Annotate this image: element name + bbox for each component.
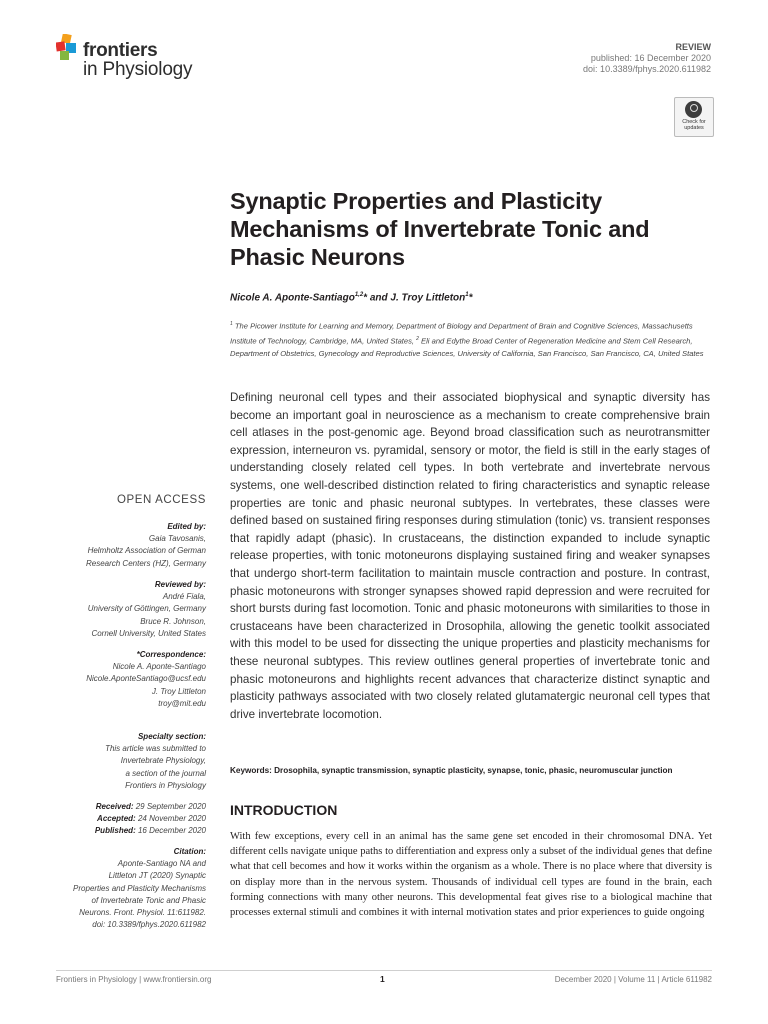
doi-link[interactable]: doi: 10.3389/fphys.2020.611982: [92, 920, 206, 930]
author-name[interactable]: J. Troy Littleton: [390, 292, 466, 304]
received-date: 29 September 2020: [133, 802, 206, 811]
sidebar-heading: Citation:: [173, 847, 206, 856]
abstract: Defining neuronal cell types and their associated biophysical and synaptic diversity has become an important goal in neuroscience as a mechanism to create comprehensive brain cell atlases in the post-genomic age. Beyond broad classification such as neurotransmitter expression, interneuron vs. pyramidal, sensory or motor, the field is still in the early stages of understanding closely related cell types. In both vertebrate and invertebrate nervous systems, one well-described distinction related to firing characteristics and synaptic release properties are tonic and phasic neuronal subtypes. In vertebrates, these classes were defined based on sustained firing responses during stimulation (tonic) vs. transient responses that rapidly adapt (phasic). In crustaceans, the distinction expanded to include synaptic release properties, with tonic motoneurons displaying sustained firing and weaker synapses that undergo short-term facilitation to maintain muscle contraction and posture. In contrast, phasic motoneurons with stronger synapses showed rapid depression and were recruited for short bursts during fast locomotion. Tonic and phasic motoneurons with similarities to those in crustaceans have been characterized in Drosophila, allowing the genetic toolkit associated with this model to be used for dissecting the unique properties and plasticity mechanisms for these neuronal subtypes. This review outlines general properties of invertebrate tonic and phasic motoneurons and highlights recent advances that characterize distinct synaptic and plasticity pathways associated with two closely related glutamatergic neuronal cell types that drive invertebrate locomotion.: [230, 391, 710, 721]
sidebar-line: Aponte-Santiago NA and: [117, 859, 206, 869]
footer-divider: [56, 970, 712, 971]
correspondence-block: [36, 649, 206, 710]
email-link[interactable]: Nicole.AponteSantiago@ucsf.edu: [86, 674, 206, 684]
published-date: 16 December 2020: [135, 826, 206, 836]
sidebar-line: Neurons. Front. Physiol. 11:611982.: [79, 908, 206, 918]
sidebar-line: Properties and Plasticity Mechanisms: [73, 883, 206, 893]
email-link[interactable]: troy@mit.edu: [158, 698, 206, 708]
reviewed-by-block: [36, 579, 206, 640]
affil-sup: 2: [416, 335, 419, 342]
doi[interactable]: doi: 10.3389/fphys.2020.611982: [583, 64, 711, 74]
affil-text: The Picower Institute for Learning and Memory, Department of Biology and Department of Brain and Cognitive Sciences, Massachusetts Institute of Technology, Cambridge, MA, United States,: [230, 321, 693, 346]
sidebar-line: Frontiers in Physiology: [125, 780, 206, 790]
sidebar-line: of Invertebrate Tonic and Phasic: [91, 895, 206, 905]
keywords: Keywords: Drosophila, synaptic transmission, synaptic plasticity, synapse, tonic, phasic, neuromuscular junction: [230, 766, 673, 775]
sidebar-line: Invertebrate Physiology,: [120, 756, 206, 766]
sidebar-line: a section of the journal: [125, 768, 206, 778]
sidebar-line: J. Troy Littleton: [151, 686, 206, 696]
citation-block: [36, 846, 206, 931]
published-date: published: 16 December 2020: [590, 53, 711, 63]
page-number: 1: [380, 974, 385, 984]
author-mark: *: [363, 292, 368, 304]
open-access-label: OPEN ACCESS: [116, 494, 206, 506]
edited-by-block: [36, 521, 206, 570]
brand-line2: in Physiology: [83, 59, 193, 80]
author-name[interactable]: Nicole A. Aponte-Santiago: [230, 292, 355, 304]
section-heading: INTRODUCTION: [230, 802, 338, 818]
brand-line1: frontiers: [83, 40, 158, 61]
affil-sup: 1: [230, 321, 233, 327]
affiliations: [230, 318, 710, 360]
check-updates-label: Check for updates: [682, 119, 706, 131]
sidebar-line: Littleton JT (2020) Synaptic: [108, 871, 206, 881]
sidebar-heading: Specialty section:: [137, 732, 206, 741]
check-for-updates-button[interactable]: [674, 97, 714, 137]
sidebar-line: University of Göttingen, Germany: [87, 604, 206, 614]
sidebar-line: Cornell University, United States: [91, 628, 206, 638]
frontiers-logo-icon: [56, 34, 80, 60]
sidebar-line: Gaia Tavosanis,: [148, 534, 206, 544]
footer-journal[interactable]: Frontiers in Physiology | www.frontiersin.org: [56, 975, 212, 984]
author-mark: *: [468, 292, 473, 304]
article-meta-header: [583, 42, 711, 75]
article-title: Synaptic Properties and Plasticity Mechanisms of Invertebrate Tonic and Phasic Neurons: [230, 188, 650, 270]
sidebar-line: This article was submitted to: [105, 744, 206, 754]
sidebar-heading: Accepted:: [97, 814, 136, 824]
accepted-date: 24 November 2020: [135, 814, 206, 824]
sidebar-line: Helmholtz Association of German: [87, 546, 206, 556]
journal-logo[interactable]: [56, 34, 216, 84]
author-list: [230, 292, 710, 303]
sidebar-heading: Edited by:: [167, 522, 206, 531]
footer-issue: December 2020 | Volume 11 | Article 611982: [554, 975, 712, 984]
sidebar-line: André Fiala,: [162, 592, 206, 602]
sidebar-line: Bruce R. Johnson,: [140, 616, 206, 626]
sidebar-heading: Received:: [95, 802, 134, 811]
author-sup: 1,2: [354, 292, 364, 298]
sidebar-heading: *Correspondence:: [136, 650, 206, 659]
affil-text: Eli and Edythe Broad Center of Regeneration Medicine and Stem Cell Research, Department of Obstetrics, Gynecology and Reproductive Sciences, University of California, San Francisco, San Francisco, CA, United States: [230, 336, 704, 358]
dates-block: [36, 801, 206, 838]
sidebar-heading: Published:: [94, 826, 136, 836]
specialty-block: [36, 731, 206, 792]
article-type: REVIEW: [675, 42, 711, 52]
sidebar-line: Research Centers (HZ), Germany: [85, 558, 206, 568]
sidebar-line: Nicole A. Aponte-Santiago: [112, 662, 206, 672]
author-sup: 1: [465, 292, 469, 298]
sidebar-heading: Reviewed by:: [154, 580, 206, 589]
author-sep: and: [367, 292, 391, 304]
check-updates-icon: [685, 101, 702, 118]
intro-paragraph: With few exceptions, every cell in an animal has the same gene set encoded in their chromosomal DNA. Yet different cells navigate unique paths to differentiation and express only a subset of the individual genes that define what that cell becomes and how it works within the organism as a whole. There is no place where that diversity is on display more than in the nervous system. Thousands of individual cell types are found in the brain, each forming connections with many other neurons. This developmental feat gives rise to a biological machine that processes external stimuli and combines it with internal motivation states and prior experiences to guide ongoing: [230, 831, 712, 919]
